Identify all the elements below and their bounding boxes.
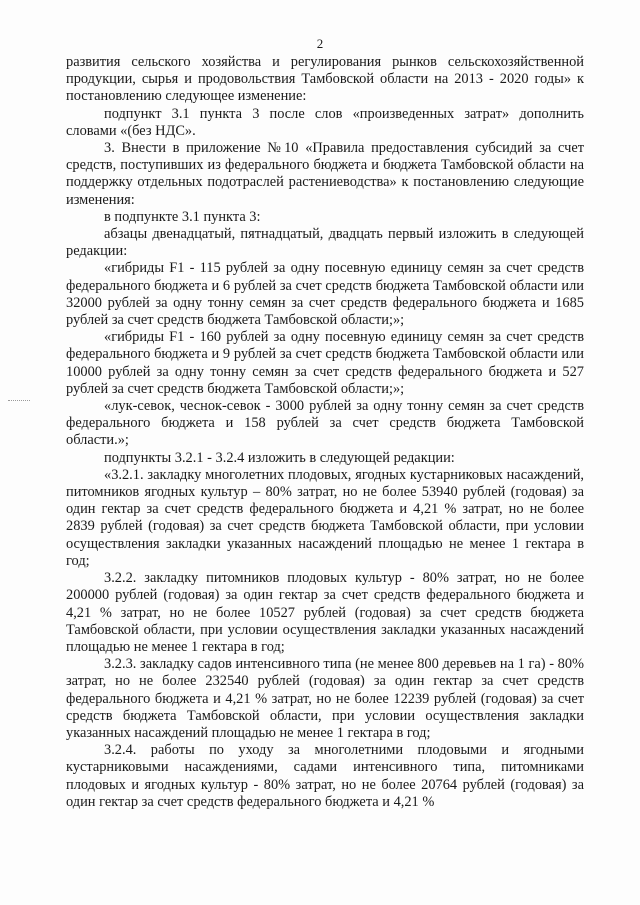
paragraph: «3.2.1. закладку многолетних плодовых, ягодных кустарниковых насаждений, питомников ягодных культур – 80% затрат, но не более 53940 рублей (годовая) за один гектар за счет средств федерального бюджета и 4,21 % затрат, но не более 2839 рублей (годовая) за счет средств бюджета Тамбовской области, при условии осуществления закладки указанных насаждений площадью не менее 1 гектара в год; bbox=[66, 466, 584, 569]
paragraph: «лук-севок, чеснок-севок - 3000 рублей за одну тонну семян за счет средств федерального бюджета и 158 рублей за счет средств бюджета Тамбовской области.»; bbox=[66, 398, 584, 449]
paragraph: развития сельского хозяйства и регулирования рынков сельскохозяйственной продукции, сырья и продовольствия Тамбовской области на 2013 - 2020 годы» к постановлению следующее изменение: bbox=[66, 54, 584, 105]
paragraph: абзацы двенадцатый, пятнадцатый, двадцать первый изложить в следующей редакции: bbox=[66, 226, 584, 260]
margin-scan-mark bbox=[8, 400, 30, 403]
paragraph: 3.2.3. закладку садов интенсивного типа (не менее 800 деревьев на 1 га) - 80% затрат, но не более 232540 рублей (годовая) за один гектар за счет средств федерального бюджета и 4,21 % затрат, но не более 12239 рублей (годовая) за счет средств бюджета Тамбовской области, при условии осуществления закладки указанных насаждений площадью не менее 1 гектара в год; bbox=[66, 656, 584, 741]
paragraph: подпункты 3.2.1 - 3.2.4 изложить в следующей редакции: bbox=[104, 449, 455, 466]
paragraph: 3.2.4. работы по уходу за многолетними плодовыми и ягодными кустарниковыми насаждениями, садами интенсивного типа, питомниками плодовых и ягодных культур - 80% затрат, но не более 20764 рублей (годовая) за один гектар за счет средств федерального бюджета и 4,21 % bbox=[66, 742, 584, 810]
paragraph: подпункт 3.1 пункта 3 после слов «произведенных затрат» дополнить словами «(без НДС». bbox=[66, 105, 584, 139]
paragraph: «гибриды F1 - 160 рублей за одну посевную единицу семян за счет средств федерального бюджета и 9 рублей за счет средств бюджета Тамбовской области или 10000 рублей за одну тонну семян за счет средств федерального бюджета и 527 рублей за счет средств бюджета Тамбовской области;»; bbox=[66, 329, 584, 397]
document-body bbox=[66, 54, 584, 811]
paragraph: «гибриды F1 - 115 рублей за одну посевную единицу семян за счет средств федерального бюджета и 6 рублей за счет средств бюджета Тамбовской области или 32000 рублей за одну тонну семян за счет средств федерального бюджета и 1685 рублей за счет средств бюджета Тамбовской области;»; bbox=[66, 260, 584, 329]
page-number: 2 bbox=[316, 36, 324, 51]
paragraph: 3. Внести в приложение №10 «Правила предоставления субсидий за счет средств, поступивших из федерального бюджета и бюджета Тамбовской области на поддержку отдельных подотраслей растениеводства» к постановлению следующие изменения: bbox=[66, 140, 584, 208]
paragraph: 3.2.2. закладку питомников плодовых культур - 80% затрат, но не более 200000 рублей (годовая) за один гектар за счет средств федерального бюджета и 4,21 % затрат, но не более 10527 рублей (годовая) за счет средств бюджета Тамбовской области, при условии осуществления закладки указанных насаждений площадью не менее 1 гектара в год; bbox=[66, 570, 584, 655]
paragraph: в подпункте 3.1 пункта 3: bbox=[104, 208, 261, 225]
